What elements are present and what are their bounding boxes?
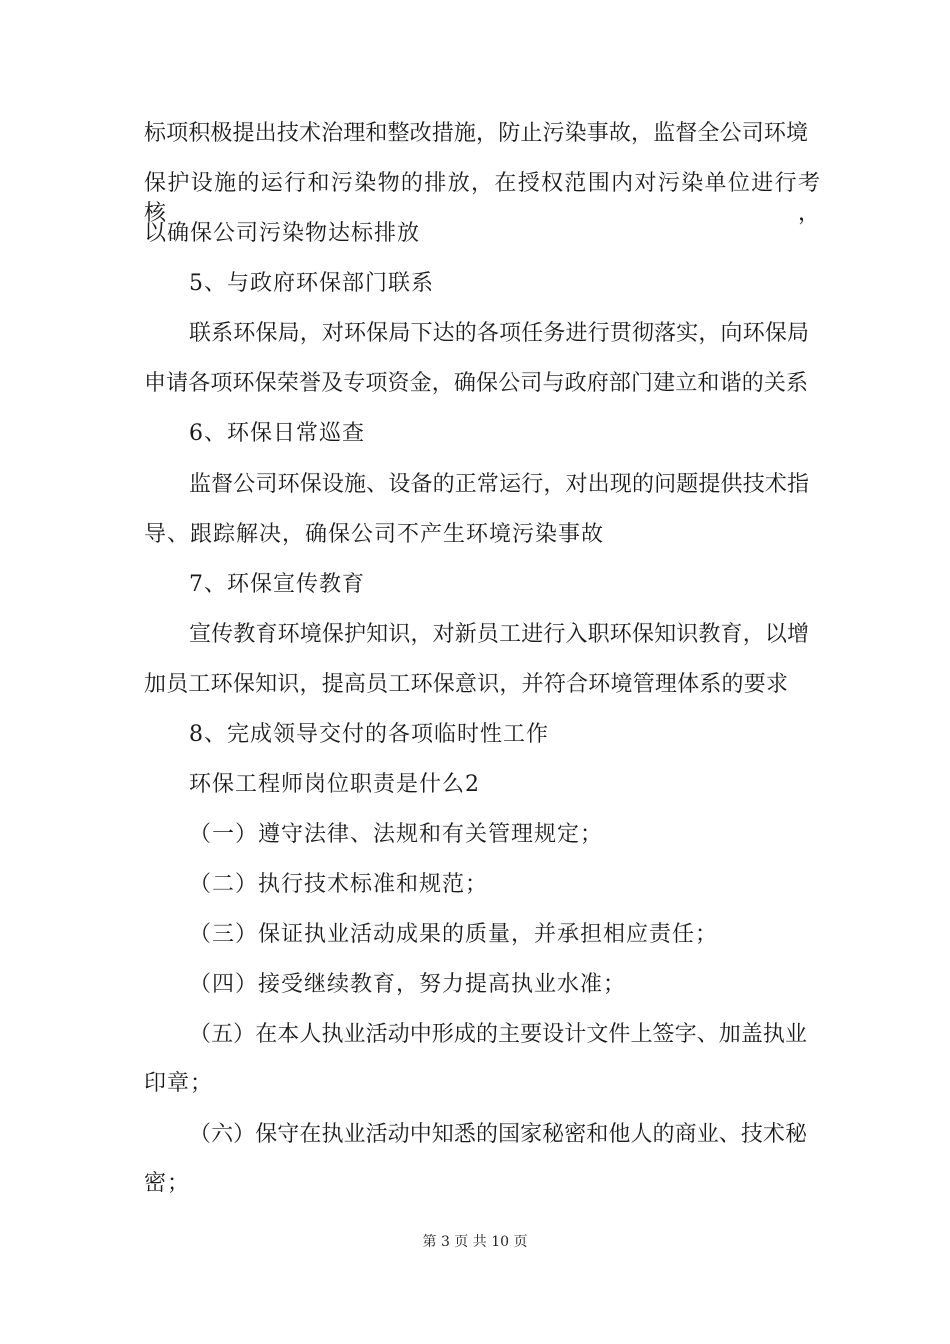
section-heading: 5、与政府环保部门联系 [189, 271, 434, 296]
list-item: （五）在本人执业活动中形成的主要设计文件上签字、加盖执业 [189, 1022, 807, 1047]
paragraph-line: 申请各项环保荣誉及专项资金，确保公司与政府部门建立和谐的关系 [144, 371, 808, 396]
section-heading: 7、环保宣传教育 [189, 572, 365, 597]
paragraph-line: 导、跟踪解决，确保公司不产生环境污染事故 [144, 522, 605, 547]
section-heading: 8、完成领导交付的各项临时性工作 [189, 722, 549, 747]
list-item: （六）保守在执业活动中知悉的国家秘密和他人的商业、技术秘 [189, 1122, 807, 1147]
list-item: （四）接受继续教育，努力提高执业水准； [189, 972, 627, 997]
section-heading: 6、环保日常巡查 [189, 421, 365, 446]
list-item: （一）遵守法律、法规和有关管理规定； [189, 822, 604, 847]
list-item-continuation: 印章； [144, 1071, 214, 1096]
list-item: （二）执行技术标准和规范； [189, 872, 489, 897]
list-item-continuation: 密； [144, 1171, 191, 1196]
paragraph-line: 联系环保局，对环保局下达的各项任务进行贯彻落实，向环保局 [189, 321, 809, 346]
paragraph-line: 监督公司环保设施、设备的正常运行，对出现的问题提供技术指 [189, 472, 809, 497]
page-number: 第 3 页 共 10 页 [422, 1234, 528, 1250]
paragraph-line: 宣传教育环境保护知识，对新员工进行入职环保知识教育，以增 [189, 622, 809, 647]
paragraph-line: 标项积极提出技术治理和整改措施，防止污染事故，监督全公司环境 [144, 121, 808, 146]
paragraph-line: 以确保公司污染物达标排放 [144, 221, 421, 246]
subtitle: 环保工程师岗位职责是什么2 [189, 772, 480, 797]
list-item: （三）保证执业活动成果的质量，并承担相应责任； [189, 922, 719, 947]
paragraph-line: 加员工环保知识，提高员工环保意识，并符合环境管理体系的要求 [144, 672, 788, 697]
paragraph-line: 保护设施的运行和污染物的排放，在授权范围内对污染单位进行考核， [144, 171, 820, 226]
